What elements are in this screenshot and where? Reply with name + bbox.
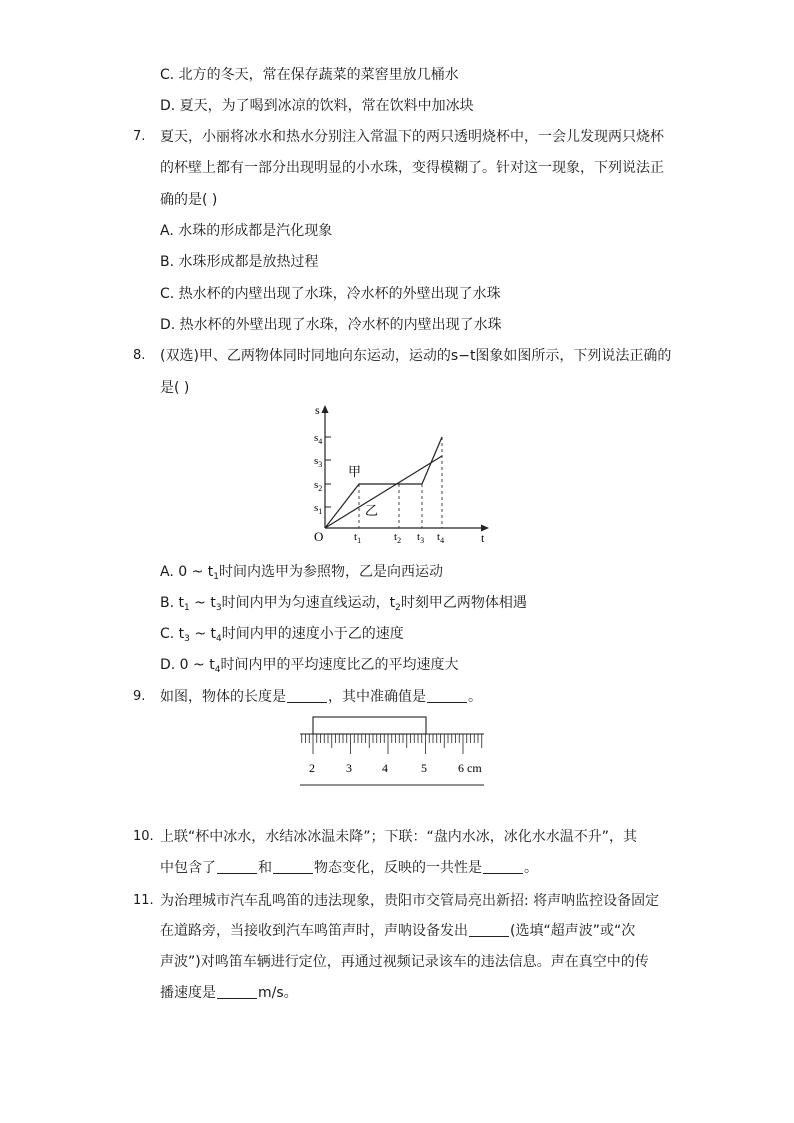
q7-option-c: C. 热水杯的内壁出现了水珠，冷水杯的外壁出现了水珠 [160,286,501,302]
s3-label: $s_3$ [314,455,323,469]
q8-option-d: D. 0 ~ $t_4$时间内甲的平均速度比乙的平均速度大 [160,657,459,675]
q7-stem-line1: 夏天，小丽将冰水和热水分别注入常温下的两只透明烧杯中，一会儿发现两只烧杯 [160,129,664,145]
s4-label: $s_4$ [314,432,323,446]
q8-option-c: C. $t_3$ ~ $t_4$时间内甲的速度小于乙的速度 [160,626,404,644]
jia-line [325,437,442,528]
q10-stem-line1: 上联“杯中冰水，水结冰冰温未降”；下联：“盘内水冰，冰化水水温不升”，其 [160,829,638,845]
q7-number: 7. [133,129,146,144]
measured-object [313,717,426,734]
q10-number: 10. [133,829,154,844]
q10-blank-2[interactable] [273,859,313,874]
q7-option-b: B. 水珠形成都是放热过程 [160,254,319,270]
st-graph [295,398,495,548]
q6-option-d: D. 夏天，为了喝到冰凉的饮料，常在饮料中加冰块 [160,98,474,114]
q11-blank-1[interactable] [469,922,509,937]
t4-label: $t_4$ [437,531,445,545]
q11-stem-line2: 在道路旁，当接收到汽车鸣笛声时，声呐设备发出 (选填“超声波”或“次 [160,923,636,939]
t-axis-label: t [481,531,485,545]
t2-label: $t_2$ [394,531,402,545]
q9-stem: 如图，物体的长度是 ，其中准确值是 。 [160,689,482,705]
ruler-label-4: 4 [382,761,388,775]
q6-option-c: C. 北方的冬天，常在保存蔬菜的菜窖里放几桶水 [160,67,459,83]
s1-label: $s_1$ [314,502,323,516]
ruler-label-3: 3 [346,761,352,775]
t1-label: $t_1$ [354,531,362,545]
q8-option-b: B. $t_1$ ~ $t_3$时间内甲为匀速直线运动，$t_2$时刻甲乙两物体相遇 [160,595,527,613]
q7-option-d: D. 热水杯的外壁出现了水珠，冷水杯的内壁出现了水珠 [160,317,502,333]
q7-stem-line2: 的杯壁上都有一部分出现明显的小水珠，变得模糊了。针对这一现象，下列说法正 [160,160,664,176]
q9-blank-1[interactable] [287,688,327,703]
ruler-label-5: 5 [421,761,427,775]
s-axis-label: s [315,403,320,417]
yi-line [325,456,442,528]
q11-blank-2[interactable] [217,984,257,999]
s2-label: $s_2$ [314,479,323,493]
origin-label: O [314,529,324,544]
ruler-ticks [302,734,482,754]
q9-number: 9. [133,689,146,704]
q7-stem-line3: 确的是( ) [160,192,218,208]
ruler-label-2: 2 [309,761,315,775]
q10-blank-1[interactable] [217,859,257,874]
q10-stem-line2: 中包含了 和 物态变化，反映的一共性是 。 [160,860,538,876]
q11-number: 11. [133,893,154,908]
q8-number: 8. [133,348,146,363]
yi-label: 乙 [365,503,379,518]
q11-stem-line3: 声波”)对鸣笛车辆进行定位，再通过视频记录该车的违法信息。声在真空中的传 [160,954,649,970]
q9-blank-2[interactable] [427,688,467,703]
q8-stem-line2: 是( ) [160,380,190,396]
ruler-label-6: 6 cm [458,761,482,775]
q10-blank-3[interactable] [483,859,523,874]
s-axis-arrow [322,405,329,413]
t3-label: $t_3$ [417,531,425,545]
ruler-figure [292,710,492,790]
q8-option-a: A. 0 ~ $t_1$时间内选甲为参照物，乙是向西运动 [160,564,443,582]
q11-stem-line1: 为治理城市汽车乱鸣笛的违法现象，贵阳市交管局亮出新招: 将声呐监控设备固定 [160,893,660,909]
q8-stem-line1: (双选)甲、乙两物体同时同地向东运动，运动的s−t图象如图所示，下列说法正确的 [160,348,672,364]
jia-label: 甲 [348,464,362,479]
q11-stem-line4: 播速度是 m/s。 [160,985,298,1001]
q7-option-a: A. 水珠的形成都是汽化现象 [160,223,333,239]
